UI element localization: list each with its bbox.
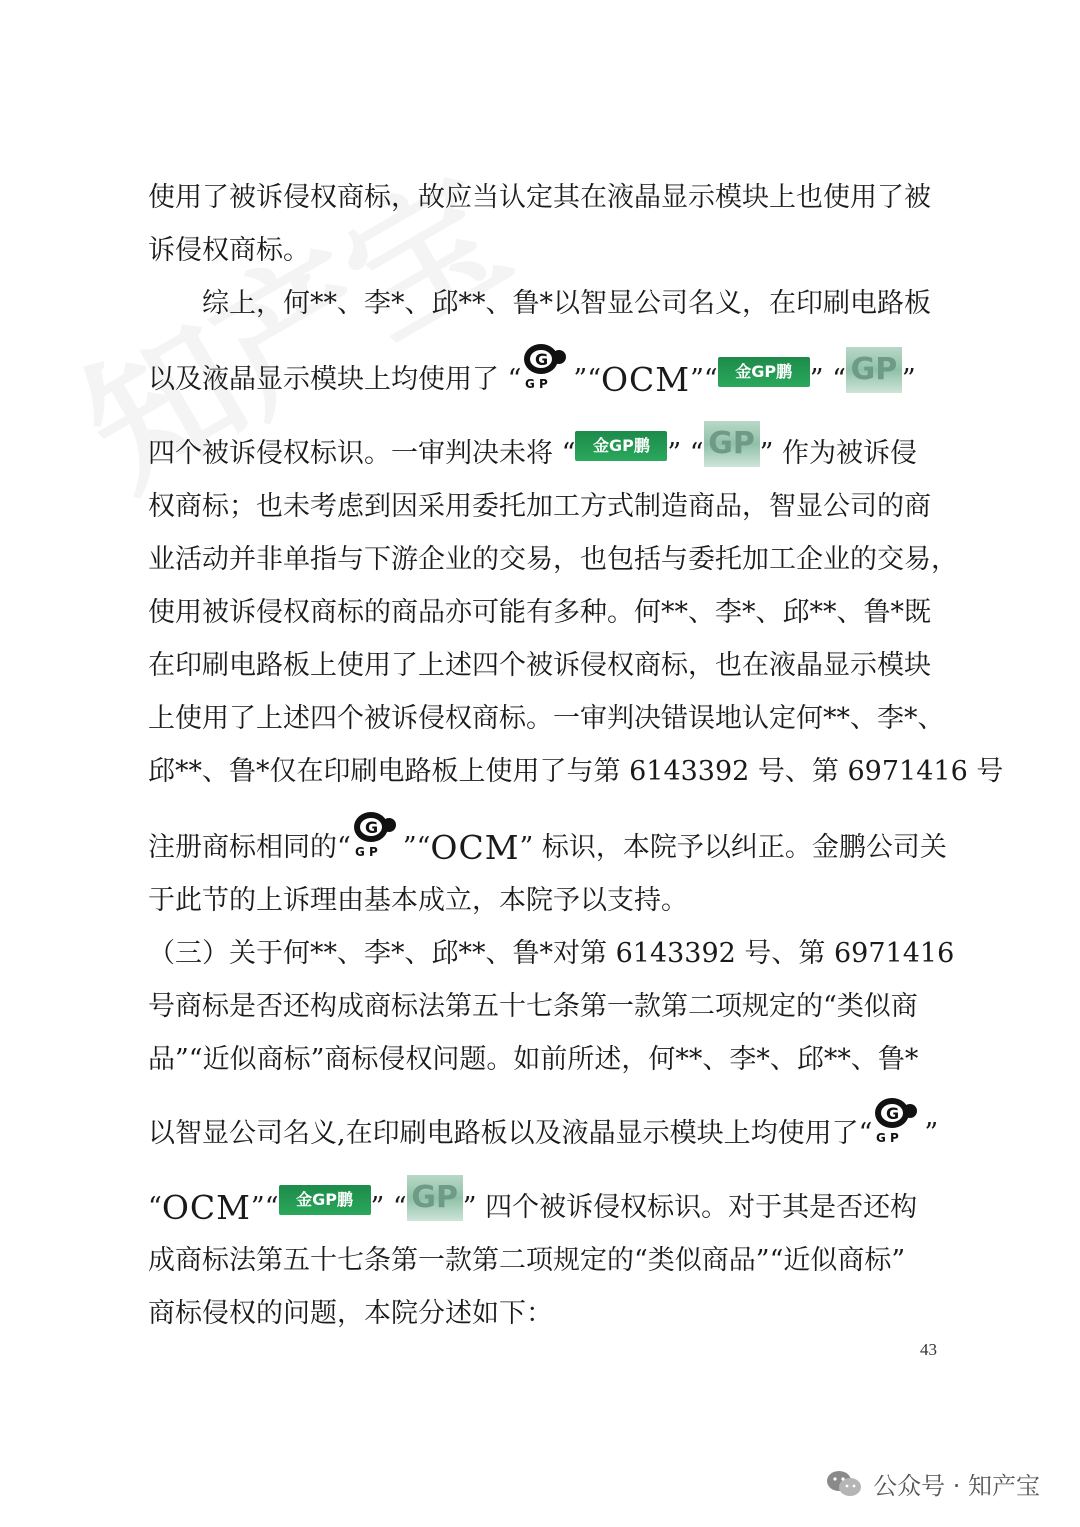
text-line bbox=[148, 284, 948, 324]
gp-logo-icon bbox=[872, 1096, 924, 1144]
ocm-logo: OCM bbox=[430, 828, 520, 867]
text-line-with-logos: 以智显公司名义,在印刷电路板以及液晶显示模块上均使用了 “ G G P ” bbox=[148, 1114, 948, 1154]
text-line: 于此节的上诉理由基本成立，本院予以支持。 bbox=[148, 885, 688, 916]
text-line-with-logos: 以及液晶显示模块上均使用了 “ G G P ”“ OCM ”“ 金GP鹏 ” “ GP ” bbox=[148, 360, 948, 400]
text-line: 商标侵权的问题，本院分述如下： bbox=[148, 1298, 553, 1329]
svg-text:G: G bbox=[535, 350, 549, 369]
gp-logo-icon bbox=[521, 342, 573, 390]
gp-block-logo: GP bbox=[846, 347, 902, 393]
footer-label: 公众号 · 知产宝 bbox=[873, 1472, 1040, 1500]
ocm-logo: OCM bbox=[601, 360, 691, 399]
wechat-icon bbox=[825, 1469, 863, 1499]
gp-block-logo: GP bbox=[407, 1175, 463, 1221]
gp-logo-icon bbox=[351, 810, 403, 858]
text-line-with-logos: “ OCM ”“ 金GP鹏 ” “ GP ” 四个被诉侵权标识。对于其是否还构 bbox=[148, 1188, 948, 1228]
text-line: 上使用了上述四个被诉侵权商标。一审判决错误地认定何**、李*、 bbox=[148, 703, 945, 734]
text-line-with-logos: 四个被诉侵权标识。一审判决未将 “ 金GP鹏 ” “ GP ” 作为被诉侵 bbox=[148, 434, 948, 474]
text-line: 使用了被诉侵权商标，故应当认定其在液晶显示模块上也使用了被 bbox=[148, 182, 931, 213]
text-line: 品”“近似商标”商标侵权问题。如前所述，何**、李*、邱**、鲁* bbox=[148, 1044, 919, 1075]
svg-text:G: G bbox=[886, 1104, 900, 1123]
footer-source bbox=[825, 1466, 1040, 1501]
svg-text:G P: G P bbox=[525, 377, 549, 390]
svg-text:G P: G P bbox=[876, 1131, 900, 1144]
ocm-logo: OCM bbox=[161, 1188, 251, 1227]
text-segment: 以智显公司名义,在印刷电路板以及液晶显示模块上均使用了 bbox=[148, 1118, 859, 1149]
jinpeng-logo: 金GP鹏 bbox=[718, 357, 810, 387]
text-line: 诉侵权商标。 bbox=[148, 235, 310, 266]
text-line: 号商标是否还构成商标法第五十七条第一款第二项规定的“类似商 bbox=[148, 991, 918, 1022]
text-line: 在印刷电路板上使用了上述四个被诉侵权商标，也在液晶显示模块 bbox=[148, 650, 931, 681]
text-line: 业活动并非单指与下游企业的交易，也包括与委托加工企业的交易， bbox=[148, 544, 958, 575]
text-segment: 注册商标相同的 bbox=[148, 832, 337, 863]
text-line-content: 综上，何**、李*、邱**、鲁*以智显公司名义，在印刷电路板 bbox=[202, 288, 931, 319]
text-segment: 标识，本院予以纠正。金鹏公司关 bbox=[541, 832, 947, 863]
text-line bbox=[148, 934, 955, 974]
jinpeng-logo: 金GP鹏 bbox=[575, 431, 667, 461]
text-line: 邱**、鲁*仅在印刷电路板上使用了与第 6143392 号、第 6971416 号 bbox=[148, 756, 1004, 787]
text-line: 成商标法第五十七条第一款第二项规定的“类似商品”“近似商标” bbox=[148, 1245, 906, 1276]
page-number: 43 bbox=[920, 1340, 937, 1359]
text-line: 使用被诉侵权商标的商品亦可能有多种。何**、李*、邱**、鲁*既 bbox=[148, 597, 931, 628]
text-segment: 四个被诉侵权标识。对于其是否还构 bbox=[485, 1192, 918, 1223]
text-line-content: （三）关于何**、李*、邱**、鲁*对第 6143392 号、第 6971416 bbox=[148, 938, 955, 969]
text-segment: 以及液晶显示模块上均使用了 bbox=[148, 364, 499, 395]
text-line: 权商标；也未考虑到因采用委托加工方式制造商品，智显公司的商 bbox=[148, 491, 931, 522]
gp-block-logo: GP bbox=[704, 421, 760, 467]
svg-text:G P: G P bbox=[354, 845, 378, 858]
svg-text:G: G bbox=[364, 818, 378, 837]
text-segment: 四个被诉侵权标识。一审判决未将 bbox=[148, 438, 553, 469]
text-line-with-logos: 注册商标相同的 “ G G P ”“ OCM ” 标识，本院予以纠正。金鹏公司关 bbox=[148, 828, 948, 868]
jinpeng-logo: 金GP鹏 bbox=[279, 1185, 371, 1215]
text-segment: 作为被诉侵 bbox=[781, 438, 917, 469]
